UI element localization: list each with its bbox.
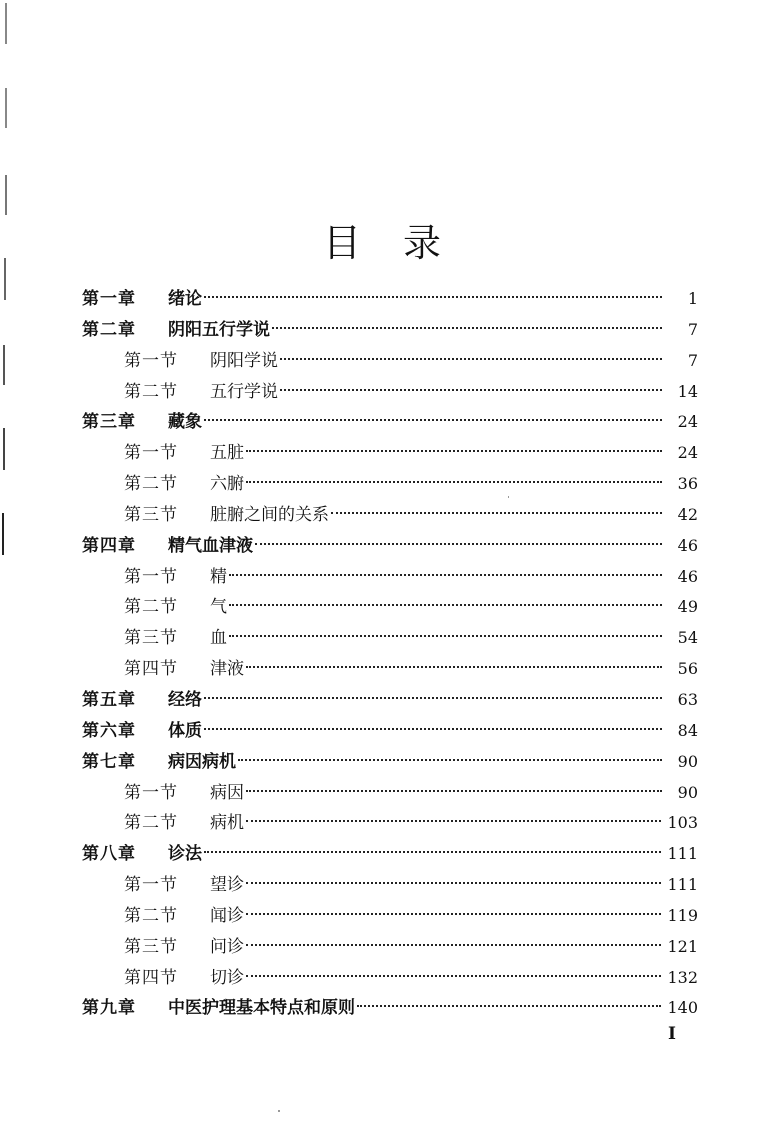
section-title: 五脏 — [210, 443, 244, 464]
page-number: 103 — [667, 813, 698, 833]
page-number: 46 — [677, 566, 698, 586]
toc-chapter-row[interactable] — [82, 407, 698, 438]
section-title: 阴阳学说 — [210, 350, 278, 371]
scan-speck — [508, 496, 509, 498]
page-number: 56 — [677, 659, 698, 679]
toc-section-row[interactable] — [82, 654, 698, 685]
dot-leader — [280, 358, 662, 360]
scan-speck — [278, 1110, 280, 1112]
dot-leader — [246, 882, 661, 884]
chapter-number: 第三章 — [82, 412, 136, 433]
toc-section-row[interactable] — [82, 932, 698, 963]
page-number: 132 — [667, 967, 698, 987]
dot-leader — [229, 604, 662, 606]
toc-section-row[interactable] — [82, 438, 698, 469]
dot-leader — [331, 512, 662, 514]
page-number: 111 — [667, 875, 698, 895]
page-number: 7 — [687, 350, 698, 370]
toc-section-row[interactable] — [82, 592, 698, 623]
chapter-number: 第七章 — [82, 751, 136, 772]
scan-margin-bar — [5, 88, 7, 128]
toc-chapter-row[interactable] — [82, 993, 698, 1024]
section-number: 第一节 — [124, 782, 178, 803]
chapter-title: 经络 — [168, 689, 202, 710]
toc-section-row[interactable] — [82, 346, 698, 377]
toc-chapter-row[interactable] — [82, 839, 698, 870]
chapter-number: 第六章 — [82, 720, 136, 741]
section-number: 第二节 — [124, 474, 178, 495]
scan-margin-bar — [5, 3, 7, 44]
toc-section-row[interactable] — [82, 963, 698, 994]
page-number: 24 — [677, 443, 698, 463]
page-number: 42 — [677, 504, 698, 524]
toc-chapter-row[interactable] — [82, 284, 698, 315]
toc-section-row[interactable] — [82, 469, 698, 500]
page-number: 140 — [667, 998, 698, 1018]
dot-leader — [246, 450, 662, 452]
dot-leader — [357, 1005, 661, 1007]
chapter-number: 第九章 — [82, 998, 136, 1019]
section-title: 闻诊 — [210, 905, 244, 926]
section-number: 第一节 — [124, 350, 178, 371]
toc-chapter-row[interactable] — [82, 747, 698, 778]
section-number: 第三节 — [124, 504, 178, 525]
toc-section-row[interactable] — [82, 562, 698, 593]
page-title: 目录 — [322, 221, 483, 265]
chapter-title: 阴阳五行学说 — [168, 319, 270, 340]
dot-leader — [246, 481, 662, 483]
section-title: 五行学说 — [210, 381, 278, 402]
page-number: 7 — [687, 319, 698, 339]
dot-leader — [204, 419, 662, 421]
section-title: 脏腑之间的关系 — [210, 504, 329, 525]
section-number: 第一节 — [124, 443, 178, 464]
section-title: 六腑 — [210, 474, 244, 495]
chapter-number: 第四章 — [82, 535, 136, 556]
toc-section-row[interactable] — [82, 808, 698, 839]
section-number: 第二节 — [124, 813, 178, 834]
dot-leader — [229, 574, 662, 576]
page-number: 1 — [687, 289, 698, 308]
dot-leader — [280, 389, 662, 391]
section-title: 精 — [210, 566, 227, 587]
section-title: 津液 — [210, 659, 244, 680]
section-number: 第三节 — [124, 628, 178, 649]
toc-section-row[interactable] — [82, 623, 698, 654]
section-title: 血 — [210, 628, 227, 649]
page-number: 84 — [677, 720, 698, 740]
section-number: 第一节 — [124, 875, 178, 896]
page-number: 14 — [677, 381, 698, 401]
page-number: 121 — [667, 936, 698, 956]
dot-leader — [204, 851, 661, 853]
section-number: 第一节 — [124, 566, 178, 587]
toc-chapter-row[interactable] — [82, 315, 698, 346]
section-number: 第四节 — [124, 659, 178, 680]
toc-section-row[interactable] — [82, 377, 698, 408]
section-number: 第二节 — [124, 905, 178, 926]
section-number: 第二节 — [124, 381, 178, 402]
dot-leader — [246, 820, 661, 822]
dot-leader — [204, 296, 662, 298]
scan-margin-bar — [3, 345, 5, 385]
scan-margin-bar — [2, 513, 4, 555]
chapter-title: 体质 — [168, 720, 202, 741]
dot-leader — [246, 944, 661, 946]
scan-margin-bar — [3, 428, 5, 470]
page-number: 119 — [667, 905, 698, 925]
page-number: 90 — [677, 782, 698, 802]
table-of-contents — [82, 284, 698, 1024]
chapter-number: 第五章 — [82, 689, 136, 710]
toc-chapter-row[interactable] — [82, 531, 698, 562]
toc-chapter-row[interactable] — [82, 685, 698, 716]
toc-chapter-row[interactable] — [82, 716, 698, 747]
page-folio: I — [668, 1024, 676, 1044]
page-number: 24 — [677, 412, 698, 432]
dot-leader — [204, 697, 662, 699]
chapter-title: 绪论 — [168, 289, 202, 309]
dot-leader — [238, 759, 662, 761]
dot-leader — [246, 913, 661, 915]
page-number: 111 — [667, 844, 698, 864]
dot-leader — [272, 327, 662, 329]
page-number: 63 — [677, 689, 698, 709]
section-number: 第二节 — [124, 597, 178, 618]
dot-leader — [229, 635, 662, 637]
chapter-number: 第二章 — [82, 319, 136, 340]
section-number: 第四节 — [124, 967, 178, 988]
page-number: 49 — [677, 597, 698, 617]
section-title: 望诊 — [210, 875, 244, 896]
scan-margin-bar — [5, 175, 7, 215]
dot-leader — [204, 728, 662, 730]
chapter-title: 精气血津液 — [168, 535, 253, 556]
section-title: 气 — [210, 597, 227, 618]
dot-leader — [246, 790, 662, 792]
chapter-number: 第八章 — [82, 844, 136, 865]
toc-section-row[interactable] — [82, 778, 698, 809]
chapter-title: 病因病机 — [168, 751, 236, 772]
section-title: 病因 — [210, 782, 244, 803]
section-title: 问诊 — [210, 936, 244, 957]
section-number: 第三节 — [124, 936, 178, 957]
chapter-title: 藏象 — [168, 412, 202, 433]
page-number: 90 — [677, 751, 698, 771]
chapter-number: 第一章 — [82, 289, 136, 309]
toc-section-row[interactable] — [82, 901, 698, 932]
chapter-title: 诊法 — [168, 844, 202, 865]
dot-leader — [246, 666, 662, 668]
chapter-title: 中医护理基本特点和原则 — [168, 998, 355, 1019]
toc-section-row[interactable] — [82, 870, 698, 901]
toc-section-row[interactable] — [82, 500, 698, 531]
page-number: 46 — [677, 535, 698, 555]
section-title: 病机 — [210, 813, 244, 834]
dot-leader — [246, 975, 661, 977]
dot-leader — [255, 543, 662, 545]
page-number: 36 — [677, 474, 698, 494]
section-title: 切诊 — [210, 967, 244, 988]
page-number: 54 — [677, 628, 698, 648]
